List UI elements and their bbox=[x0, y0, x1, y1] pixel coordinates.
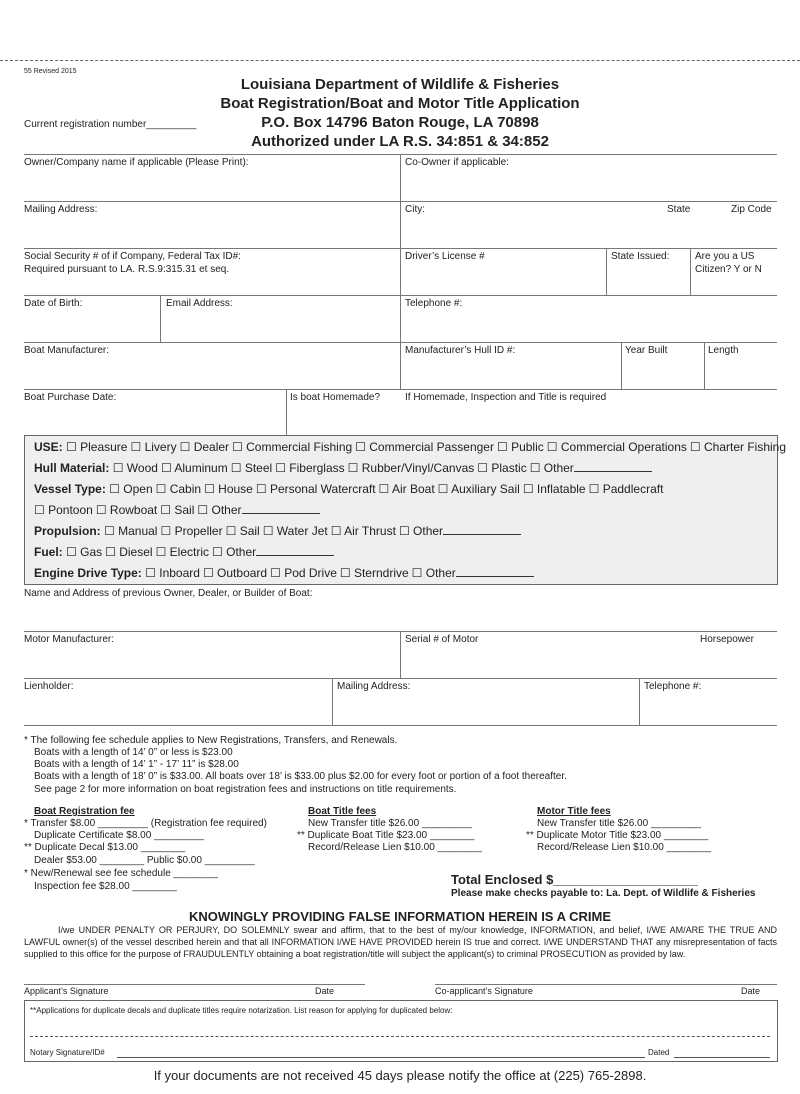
checkbox-icon[interactable]: ☐ bbox=[179, 440, 194, 454]
checkbox-label: Pontoon bbox=[48, 503, 93, 517]
checkbox-option[interactable] bbox=[232, 440, 352, 454]
purchase-date-field[interactable]: Boat Purchase Date: bbox=[24, 392, 117, 403]
checkbox-icon[interactable]: ☐ bbox=[66, 545, 81, 559]
checkbox-label: Propeller bbox=[174, 524, 223, 538]
checkbox-option[interactable] bbox=[156, 482, 201, 496]
checkbox-icon[interactable]: ☐ bbox=[477, 461, 492, 475]
homemade-note: If Homemade, Inspection and Title is required bbox=[405, 392, 607, 403]
footer-notice: If your documents are not received 45 days please notify the office at (225) 765-2898. bbox=[153, 1068, 647, 1083]
checkbox-option[interactable] bbox=[379, 482, 435, 496]
mailing-address-field[interactable]: Mailing Address: bbox=[24, 204, 98, 215]
checkbox-label: Sterndrive bbox=[353, 566, 409, 580]
checkbox-option[interactable] bbox=[263, 524, 328, 538]
fee-line[interactable]: Inspection fee $28.00 ________ bbox=[34, 881, 177, 892]
checkbox-option[interactable] bbox=[130, 440, 176, 454]
form-title-line: Authorized under LA R.S. 34:851 & 34:852 bbox=[251, 133, 549, 150]
divider bbox=[606, 248, 607, 295]
checkbox-option[interactable] bbox=[547, 440, 687, 454]
fee-line[interactable]: ** Duplicate Motor Title $23.00 ________ bbox=[526, 830, 709, 841]
checkbox-label: Livery bbox=[144, 440, 177, 454]
checkbox-icon[interactable]: ☐ bbox=[145, 566, 160, 580]
checkbox-option[interactable] bbox=[212, 545, 256, 559]
divider bbox=[400, 631, 401, 678]
lienholder-field[interactable]: Lienholder: bbox=[24, 681, 74, 692]
checkbox-icon[interactable]: ☐ bbox=[34, 503, 49, 517]
form-title-line: Boat Registration/Boat and Motor Title Application bbox=[220, 95, 580, 112]
checkbox-icon[interactable]: ☐ bbox=[197, 503, 212, 517]
ssn-field[interactable]: Social Security # of if Company, Federal Tax ID#: bbox=[24, 251, 241, 262]
boat-manufacturer-field[interactable]: Boat Manufacturer: bbox=[24, 345, 110, 356]
fee-line[interactable]: * New/Renewal see fee schedule ________ bbox=[24, 868, 219, 879]
date-label: Date bbox=[741, 986, 761, 996]
checkbox-option[interactable] bbox=[66, 545, 102, 559]
year-built-field[interactable]: Year Built bbox=[625, 345, 668, 356]
other-input[interactable] bbox=[574, 461, 652, 472]
lienholder-phone-field[interactable]: Telephone #: bbox=[644, 681, 702, 692]
ssn-note: Required pursuant to LA. R.S.9:315.31 et seq. bbox=[24, 264, 230, 275]
checkbox-option[interactable] bbox=[104, 524, 157, 538]
co-owner-field[interactable]: Co-Owner if applicable: bbox=[405, 157, 509, 168]
fee-note: Boats with a length of 14’ 0” or less is $23.00 bbox=[34, 747, 233, 758]
checkbox-label: Electric bbox=[169, 545, 210, 559]
checkbox-label: Manual bbox=[118, 524, 158, 538]
option-row-label: Vessel Type: bbox=[34, 482, 106, 496]
checkbox-label: Aluminum bbox=[174, 461, 228, 475]
fee-line[interactable]: ** Duplicate Boat Title $23.00 ________ bbox=[297, 830, 475, 841]
date-of-birth-field[interactable]: Date of Birth: bbox=[24, 298, 83, 309]
checkbox-option[interactable] bbox=[690, 440, 786, 454]
divider bbox=[24, 678, 777, 679]
form-title-line: P.O. Box 14796 Baton Rouge, LA 70898 bbox=[261, 114, 539, 131]
checkbox-label: Commercial Passenger bbox=[369, 440, 494, 454]
fee-line[interactable]: New Transfer title $26.00 _________ bbox=[537, 818, 701, 829]
checkbox-icon[interactable]: ☐ bbox=[411, 566, 426, 580]
checkbox-option[interactable] bbox=[523, 482, 586, 496]
dated-label: Dated bbox=[648, 1048, 670, 1057]
divider bbox=[639, 678, 640, 725]
option-row bbox=[34, 482, 666, 496]
fee-line[interactable]: * Transfer $8.00 _________ (Registration fee required) bbox=[24, 818, 267, 829]
checkbox-label: Rubber/Vinyl/Canvas bbox=[361, 461, 475, 475]
checkbox-label: Rowboat bbox=[109, 503, 158, 517]
checkbox-icon[interactable]: ☐ bbox=[262, 524, 277, 538]
checkbox-option[interactable] bbox=[145, 566, 200, 580]
option-row-label: Fuel: bbox=[34, 545, 63, 559]
payable-note: Please make checks payable to: La. Dept. of Wildlife & Fisheries bbox=[451, 888, 756, 899]
checkbox-option[interactable] bbox=[340, 566, 409, 580]
checkbox-option[interactable] bbox=[438, 482, 520, 496]
checkbox-icon[interactable]: ☐ bbox=[588, 482, 603, 496]
other-input[interactable] bbox=[456, 566, 534, 577]
checkbox-label: Other bbox=[543, 461, 574, 475]
perjury-statement: I/we UNDER PENALTY OR PERJURY, DO SOLEMNLY swear and affirm, that to the best of my/our knowledge, INFORMATION, and belief, I/WE AM/ARE THE TRUE AND LAWFUL owner(s) of the vessel described herein and that all INFORMATION I/WE HAVE PROVIDED herein IS true and correct. I/WE UNDERSTAND THAT any misrepresentation of facts supplied to this office for the purpose of FRAUDULENTLY obtaining a boat registration/title will subject the applicant(s) to criminal PROSECUTION as provided by law. bbox=[24, 925, 777, 959]
divider bbox=[400, 154, 401, 389]
checkbox-option[interactable] bbox=[399, 524, 443, 538]
checkbox-label: Fiberglass bbox=[289, 461, 345, 475]
fee-note: See page 2 for more information on boat registration fees and instructions on title requirements. bbox=[34, 784, 457, 795]
zip-field[interactable]: Zip Code bbox=[731, 204, 772, 215]
checkbox-label: Diesel bbox=[119, 545, 153, 559]
checkbox-label: Plastic bbox=[491, 461, 527, 475]
co-applicant-signature-line[interactable] bbox=[435, 984, 777, 985]
checkbox-icon[interactable]: ☐ bbox=[546, 440, 561, 454]
applicant-signature-line[interactable] bbox=[24, 984, 365, 985]
crime-warning-heading: KNOWINGLY PROVIDING FALSE INFORMATION HEREIN IS A CRIME bbox=[188, 909, 612, 924]
checkbox-option[interactable] bbox=[226, 524, 260, 538]
cut-line bbox=[0, 60, 800, 61]
checkbox-label: Auxiliary Sail bbox=[451, 482, 520, 496]
option-row bbox=[34, 545, 334, 559]
checkbox-icon[interactable]: ☐ bbox=[378, 482, 392, 496]
date-label: Date bbox=[315, 986, 335, 996]
checkbox-label: Inflatable bbox=[536, 482, 586, 496]
checkbox-label: Other bbox=[226, 545, 257, 559]
total-enclosed-field[interactable]: Total Enclosed $____________________ bbox=[451, 872, 698, 887]
checkbox-option[interactable] bbox=[348, 461, 475, 475]
option-row-label: USE: bbox=[34, 440, 63, 454]
checkbox-icon[interactable]: ☐ bbox=[330, 524, 345, 538]
checkbox-icon[interactable]: ☐ bbox=[398, 524, 414, 538]
registration-fee-heading: Boat Registration fee bbox=[34, 806, 135, 817]
checkbox-option[interactable] bbox=[231, 461, 272, 475]
checkbox-option[interactable] bbox=[412, 566, 456, 580]
checkbox-option[interactable] bbox=[477, 461, 526, 475]
fee-line[interactable]: New Transfer title $26.00 _________ bbox=[308, 818, 472, 829]
homemade-field[interactable]: Is boat Homemade? bbox=[290, 392, 381, 403]
duplicate-reason-line[interactable] bbox=[30, 1036, 770, 1037]
previous-owner-field[interactable]: Name and Address of previous Owner, Dealer, or Builder of Boat: bbox=[24, 588, 313, 599]
checkbox-icon[interactable]: ☐ bbox=[522, 482, 537, 496]
checkbox-icon[interactable]: ☐ bbox=[112, 461, 127, 475]
notary-note: **Applications for duplicate decals and duplicate titles require notarization. List reason for applying for duplicated below: bbox=[30, 1006, 453, 1015]
checkbox-label: Open bbox=[123, 482, 153, 496]
checkbox-option[interactable] bbox=[180, 440, 229, 454]
checkbox-label: Wood bbox=[126, 461, 158, 475]
checkbox-icon[interactable]: ☐ bbox=[155, 482, 170, 496]
checkbox-label: Other bbox=[211, 503, 242, 517]
option-row bbox=[34, 461, 652, 475]
checkbox-option[interactable] bbox=[275, 461, 344, 475]
checkbox-option[interactable] bbox=[160, 503, 194, 517]
option-row bbox=[34, 440, 789, 454]
motor-title-fee-heading: Motor Title fees bbox=[537, 806, 611, 817]
divider bbox=[690, 248, 691, 295]
checkbox-icon[interactable]: ☐ bbox=[109, 482, 124, 496]
option-row bbox=[34, 524, 521, 538]
checkbox-label: Pleasure bbox=[80, 440, 128, 454]
other-input[interactable] bbox=[443, 524, 521, 535]
checkbox-label: Sail bbox=[174, 503, 195, 517]
checkbox-option[interactable] bbox=[66, 440, 127, 454]
checkbox-option[interactable] bbox=[256, 482, 376, 496]
checkbox-label: Inboard bbox=[159, 566, 200, 580]
checkbox-icon[interactable]: ☐ bbox=[160, 524, 175, 538]
option-row-label: Propulsion: bbox=[34, 524, 101, 538]
checkbox-option[interactable] bbox=[497, 440, 544, 454]
checkbox-icon[interactable]: ☐ bbox=[529, 461, 544, 475]
checkbox-label: Other bbox=[425, 566, 456, 580]
checkbox-icon[interactable]: ☐ bbox=[496, 440, 512, 454]
checkbox-label: Water Jet bbox=[276, 524, 328, 538]
checkbox-option[interactable] bbox=[331, 524, 396, 538]
checkbox-icon[interactable]: ☐ bbox=[270, 566, 285, 580]
checkbox-option[interactable] bbox=[204, 482, 253, 496]
checkbox-option[interactable] bbox=[197, 503, 241, 517]
option-row-label: Engine Drive Type: bbox=[34, 566, 142, 580]
us-citizen-field[interactable]: Are you a US bbox=[695, 251, 755, 262]
checkbox-icon[interactable]: ☐ bbox=[155, 545, 170, 559]
email-field[interactable]: Email Address: bbox=[166, 298, 233, 309]
checkbox-label: Dealer bbox=[193, 440, 230, 454]
other-input[interactable] bbox=[256, 545, 334, 556]
checkbox-label: Gas bbox=[80, 545, 103, 559]
checkbox-label: House bbox=[218, 482, 253, 496]
checkbox-option[interactable] bbox=[105, 545, 152, 559]
fee-line[interactable]: Record/Release Lien $10.00 ________ bbox=[308, 842, 483, 853]
fee-note: * The following fee schedule applies to New Registrations, Transfers, and Renewals. bbox=[24, 735, 398, 746]
divider bbox=[332, 678, 333, 725]
applicant-signature-label: Applicant’s Signature bbox=[24, 986, 109, 996]
divider bbox=[24, 725, 777, 726]
divider bbox=[704, 342, 705, 389]
boat-title-fee-heading: Boat Title fees bbox=[308, 806, 377, 817]
checkbox-icon[interactable]: ☐ bbox=[275, 461, 290, 475]
checkbox-icon[interactable]: ☐ bbox=[130, 440, 145, 454]
checkbox-icon[interactable]: ☐ bbox=[204, 482, 219, 496]
option-row bbox=[34, 566, 534, 580]
checkbox-label: Pod Drive bbox=[284, 566, 337, 580]
checkbox-icon[interactable]: ☐ bbox=[160, 503, 175, 517]
divider bbox=[286, 389, 287, 435]
checkbox-option[interactable] bbox=[203, 566, 267, 580]
divider bbox=[160, 295, 161, 342]
checkbox-label: Cabin bbox=[169, 482, 202, 496]
checkbox-icon[interactable]: ☐ bbox=[225, 524, 240, 538]
checkbox-option[interactable] bbox=[270, 566, 337, 580]
checkbox-icon[interactable]: ☐ bbox=[347, 461, 362, 475]
checkbox-label: Personal Watercraft bbox=[269, 482, 376, 496]
checkbox-option[interactable] bbox=[109, 482, 152, 496]
divider bbox=[24, 389, 777, 390]
dated-line[interactable] bbox=[674, 1057, 770, 1058]
horsepower-field[interactable]: Horsepower bbox=[700, 634, 754, 645]
checkbox-label: Outboard bbox=[217, 566, 268, 580]
state-issued-field[interactable]: State Issued: bbox=[611, 251, 670, 262]
fee-line[interactable]: Duplicate Certificate $8.00 _________ bbox=[34, 830, 205, 841]
other-input[interactable] bbox=[242, 503, 320, 514]
checkbox-option[interactable] bbox=[530, 461, 574, 475]
checkbox-icon[interactable]: ☐ bbox=[202, 566, 218, 580]
checkbox-label: Air Thrust bbox=[344, 524, 396, 538]
us-citizen-field-line2: Citizen? Y or N bbox=[695, 264, 762, 275]
fee-note: Boats with a length of 18’ 0” is $33.00. All boats over 18’ is $33.00 plus $2.00 for every foot or portion of a foot thereafter. bbox=[34, 771, 567, 782]
checkbox-option[interactable] bbox=[96, 503, 157, 517]
checkbox-label: Commercial Operations bbox=[560, 440, 687, 454]
hull-id-field[interactable]: Manufacturer’s Hull ID #: bbox=[405, 345, 516, 356]
checkbox-icon[interactable]: ☐ bbox=[232, 440, 247, 454]
checkbox-icon[interactable]: ☐ bbox=[95, 503, 110, 517]
divider bbox=[621, 342, 622, 389]
co-applicant-signature-label: Co-applicant’s Signature bbox=[435, 986, 533, 996]
checkbox-label: Sail bbox=[239, 524, 260, 538]
checkbox-option[interactable] bbox=[34, 503, 93, 517]
fee-note: Boats with a length of 14’ 1” - 17’ 11” is $28.00 bbox=[34, 759, 239, 770]
owner-name-field[interactable]: Owner/Company name if applicable (Please Print): bbox=[24, 157, 249, 168]
checkbox-icon[interactable]: ☐ bbox=[104, 524, 119, 538]
checkbox-icon[interactable]: ☐ bbox=[105, 545, 120, 559]
notary-signature-line[interactable] bbox=[117, 1057, 645, 1058]
fee-line[interactable]: Dealer $53.00 ________ Public $0.00 _________ bbox=[34, 855, 255, 866]
checkbox-option[interactable] bbox=[355, 440, 494, 454]
current-registration-field[interactable]: Current registration number_________ bbox=[24, 119, 197, 130]
checkbox-icon[interactable]: ☐ bbox=[437, 482, 452, 496]
checkbox-icon[interactable]: ☐ bbox=[160, 461, 175, 475]
lienholder-address-field[interactable]: Mailing Address: bbox=[337, 681, 411, 692]
state-field[interactable]: State bbox=[667, 204, 691, 215]
checkbox-icon[interactable]: ☐ bbox=[212, 545, 227, 559]
telephone-field[interactable]: Telephone #: bbox=[405, 298, 463, 309]
option-row bbox=[34, 503, 320, 517]
form-title-line: Louisiana Department of Wildlife & Fisheries bbox=[240, 76, 560, 93]
checkbox-label: Other bbox=[413, 524, 444, 538]
checkbox-label: Commercial Fishing bbox=[246, 440, 353, 454]
motor-manufacturer-field[interactable]: Motor Manufacturer: bbox=[24, 634, 115, 645]
checkbox-icon[interactable]: ☐ bbox=[255, 482, 270, 496]
checkbox-icon[interactable]: ☐ bbox=[355, 440, 370, 454]
option-row-label: Hull Material: bbox=[34, 461, 110, 475]
checkbox-label: Public bbox=[511, 440, 544, 454]
city-field[interactable]: City: bbox=[405, 204, 425, 215]
checkbox-icon[interactable]: ☐ bbox=[689, 440, 704, 454]
fee-line[interactable]: Record/Release Lien $10.00 ________ bbox=[537, 842, 712, 853]
checkbox-option[interactable] bbox=[160, 524, 222, 538]
checkbox-icon[interactable]: ☐ bbox=[339, 566, 354, 580]
checkbox-label: Charter Fishing bbox=[704, 440, 787, 454]
motor-serial-field[interactable]: Serial # of Motor bbox=[405, 634, 479, 645]
checkbox-option[interactable] bbox=[113, 461, 158, 475]
checkbox-icon[interactable]: ☐ bbox=[230, 461, 245, 475]
length-field[interactable]: Length bbox=[708, 345, 739, 356]
checkbox-option[interactable] bbox=[161, 461, 228, 475]
checkbox-option[interactable] bbox=[589, 482, 664, 496]
fee-line[interactable]: ** Duplicate Decal $13.00 ________ bbox=[24, 842, 186, 853]
checkbox-option[interactable] bbox=[156, 545, 209, 559]
checkbox-icon[interactable]: ☐ bbox=[66, 440, 81, 454]
checkbox-label: Air Boat bbox=[391, 482, 435, 496]
checkbox-label: Steel bbox=[244, 461, 273, 475]
revision-label: 55 Revised 2015 bbox=[24, 68, 77, 75]
checkbox-label: Paddlecraft bbox=[602, 482, 664, 496]
drivers-license-field[interactable]: Driver’s License # bbox=[405, 251, 485, 262]
notary-signature-label: Notary Signature/ID# bbox=[30, 1048, 105, 1057]
